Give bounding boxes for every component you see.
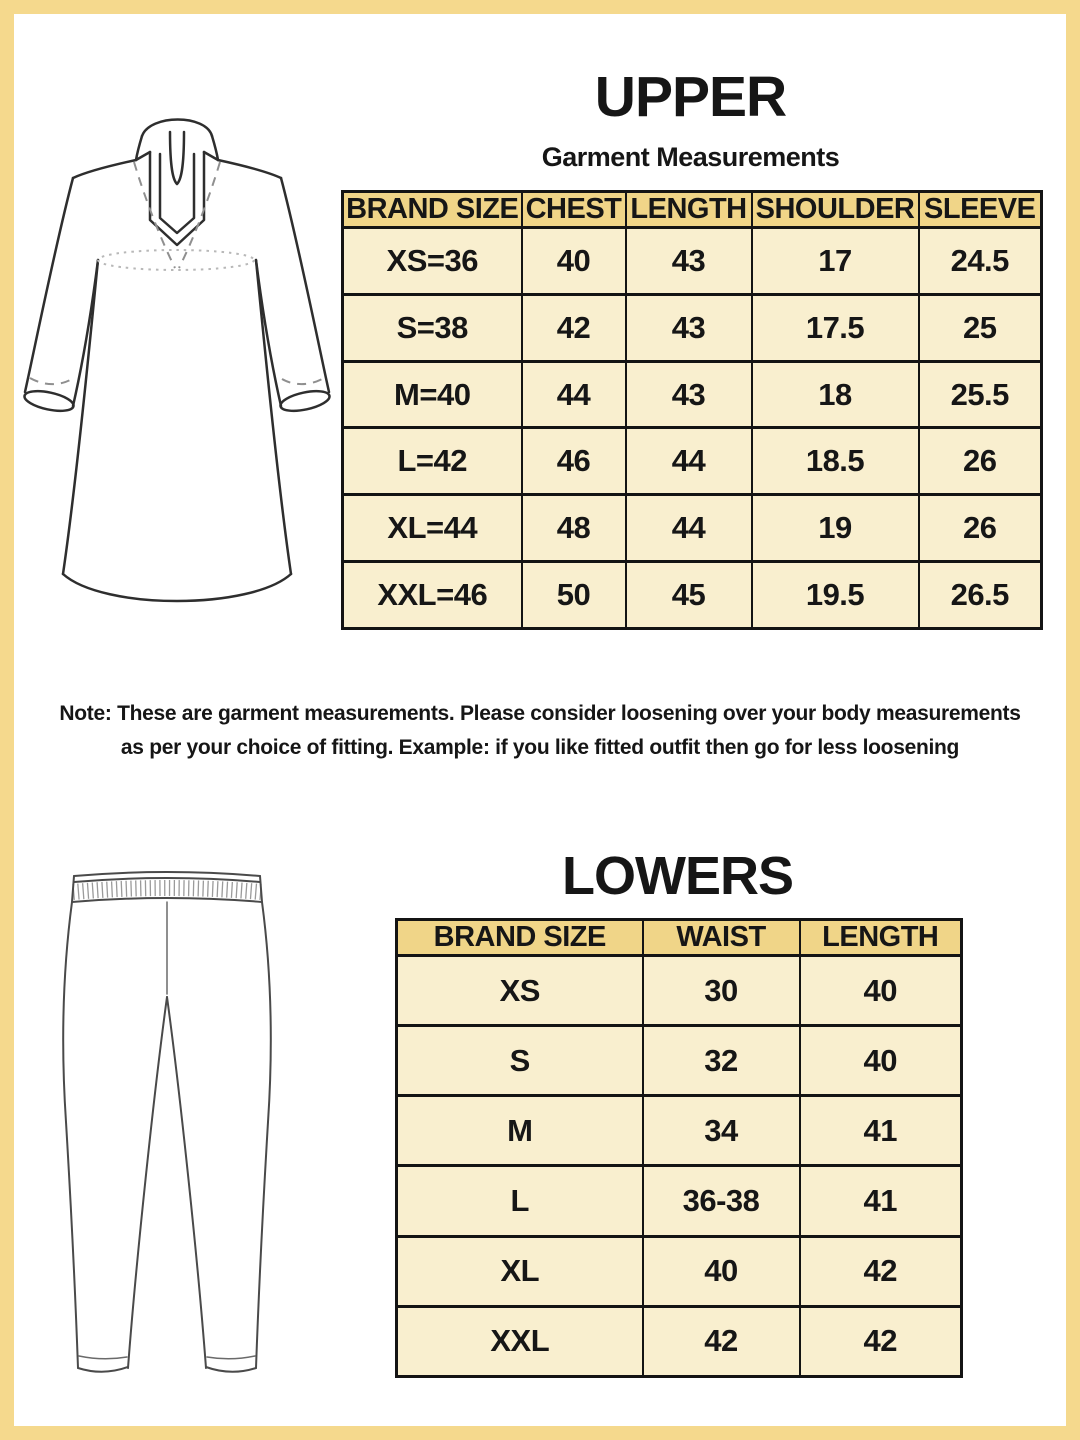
size-cell: 42 bbox=[643, 1306, 800, 1376]
lowers-size-table bbox=[395, 918, 963, 1378]
upper-title: UPPER bbox=[594, 65, 787, 129]
size-cell: 19.5 bbox=[752, 562, 919, 629]
lowers-title: LOWERS bbox=[562, 846, 793, 906]
size-cell: 17.5 bbox=[752, 294, 919, 361]
size-cell: 30 bbox=[643, 956, 800, 1026]
column-header: CHEST bbox=[522, 192, 626, 228]
leggings-waistband-ribbing bbox=[73, 888, 261, 892]
size-cell: 40 bbox=[522, 228, 626, 295]
kurta-outline bbox=[23, 120, 331, 602]
leggings-details bbox=[79, 902, 255, 1359]
size-row bbox=[397, 1306, 962, 1376]
size-cell: 43 bbox=[626, 228, 752, 295]
size-cell: L=42 bbox=[343, 428, 522, 495]
note-line: Note: These are garment measurements. Please consider loosening over your body measurements bbox=[59, 702, 1021, 725]
leggings-illustration bbox=[36, 862, 316, 1412]
size-cell: 41 bbox=[800, 1166, 962, 1236]
header-row bbox=[397, 920, 962, 956]
size-cell: 40 bbox=[800, 1026, 962, 1096]
size-cell: 25 bbox=[919, 294, 1042, 361]
size-cell: 43 bbox=[626, 361, 752, 428]
column-header: WAIST bbox=[643, 920, 800, 956]
size-cell: 48 bbox=[522, 495, 626, 562]
size-row bbox=[343, 428, 1042, 495]
size-cell: XXL bbox=[397, 1306, 643, 1376]
size-cell: 18.5 bbox=[752, 428, 919, 495]
header-row bbox=[343, 192, 1042, 228]
size-cell: 26 bbox=[919, 495, 1042, 562]
size-cell: 46 bbox=[522, 428, 626, 495]
size-row bbox=[397, 1236, 962, 1306]
size-cell: 25.5 bbox=[919, 361, 1042, 428]
size-cell: M=40 bbox=[343, 361, 522, 428]
size-cell: XXL=46 bbox=[343, 562, 522, 629]
size-row bbox=[343, 294, 1042, 361]
size-row bbox=[343, 228, 1042, 295]
size-cell: 17 bbox=[752, 228, 919, 295]
size-cell: XL=44 bbox=[343, 495, 522, 562]
size-row bbox=[343, 495, 1042, 562]
size-cell: 42 bbox=[522, 294, 626, 361]
upper-size-table bbox=[341, 190, 1043, 630]
size-cell: 44 bbox=[626, 495, 752, 562]
size-cell: XS bbox=[397, 956, 643, 1026]
size-row bbox=[397, 956, 962, 1026]
size-cell: M bbox=[397, 1096, 643, 1166]
size-cell: 19 bbox=[752, 495, 919, 562]
size-cell: 32 bbox=[643, 1026, 800, 1096]
size-row bbox=[397, 1026, 962, 1096]
column-header: SHOULDER bbox=[752, 192, 919, 228]
size-cell: 41 bbox=[800, 1096, 962, 1166]
column-header: LENGTH bbox=[800, 920, 962, 956]
size-cell: 42 bbox=[800, 1306, 962, 1376]
measurement-note bbox=[40, 697, 1040, 764]
size-row bbox=[343, 361, 1042, 428]
upper-subtitle: Garment Measurements bbox=[541, 142, 840, 172]
column-header: BRAND SIZE bbox=[397, 920, 643, 956]
size-cell: 42 bbox=[800, 1236, 962, 1306]
size-cell: 26 bbox=[919, 428, 1042, 495]
size-cell: L bbox=[397, 1166, 643, 1236]
column-header: SLEEVE bbox=[919, 192, 1042, 228]
size-cell: 43 bbox=[626, 294, 752, 361]
size-cell: XL bbox=[397, 1236, 643, 1306]
size-cell: 18 bbox=[752, 361, 919, 428]
column-header: BRAND SIZE bbox=[343, 192, 522, 228]
size-cell: 26.5 bbox=[919, 562, 1042, 629]
size-cell: 40 bbox=[800, 956, 962, 1026]
size-cell: 50 bbox=[522, 562, 626, 629]
size-row bbox=[397, 1166, 962, 1236]
kurta-seam-dashes bbox=[30, 162, 324, 384]
kurta-chest-guide bbox=[98, 250, 254, 270]
column-header: LENGTH bbox=[626, 192, 752, 228]
kurta-illustration bbox=[18, 102, 340, 650]
size-cell: 24.5 bbox=[919, 228, 1042, 295]
upper-heading bbox=[341, 64, 1040, 173]
size-row bbox=[343, 562, 1042, 629]
size-row bbox=[397, 1096, 962, 1166]
size-cell: 44 bbox=[626, 428, 752, 495]
size-cell: S=38 bbox=[343, 294, 522, 361]
size-cell: 36-38 bbox=[643, 1166, 800, 1236]
size-cell: S bbox=[397, 1026, 643, 1096]
size-cell: 45 bbox=[626, 562, 752, 629]
note-line: as per your choice of fitting. Example: if you like fitted outfit then go for less loosening bbox=[120, 735, 960, 759]
size-cell: 40 bbox=[643, 1236, 800, 1306]
size-cell: 34 bbox=[643, 1096, 800, 1166]
size-cell: 44 bbox=[522, 361, 626, 428]
size-cell: XS=36 bbox=[343, 228, 522, 295]
